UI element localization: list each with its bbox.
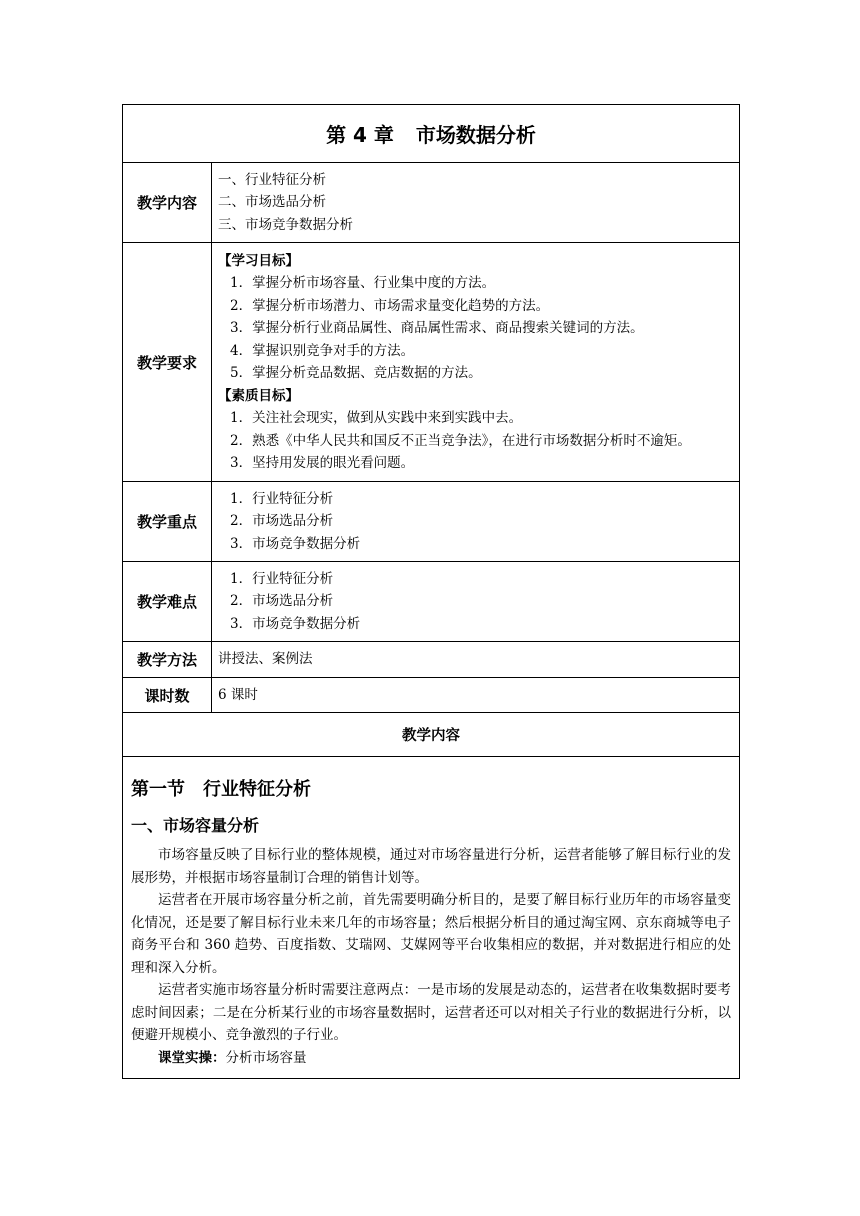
row-methods [123,642,740,678]
list-item: 4．掌握识别竞争对手的方法。 [230,342,415,359]
row-label: 教学内容 [123,163,212,243]
section-number: 第一节 [131,779,185,800]
row-label: 教学难点 [123,562,212,642]
list-item: 二、市场选品分析 [218,194,326,211]
row-value [212,243,740,482]
row-value [212,163,740,243]
list-item: 5．掌握分析竞品数据、竞店数据的方法。 [230,365,482,381]
list-item: 2．市场选品分析 [230,513,334,530]
lesson-plan-table [122,104,740,1079]
row-label: 教学要求 [123,243,212,482]
row-hours [123,678,740,713]
section-title [131,775,731,801]
row-teaching-content [123,163,740,243]
row-label: 教学重点 [123,482,212,562]
section-name: 行业特征分析 [203,779,311,800]
paragraph: 运营者在开展市场容量分析之前，首先需要明确分析目的，是要了解目标行业历年的市场容量变化情况，还是要了解目标行业未来几年的市场容量；然后根据分析目的通过淘宝网、京东商城等电子商务平台和 360 趋势、百度指数、艾瑞网、艾媒网等平台收集相应的数据，并对数据进行相应的处理和深入分析。 [131,892,731,976]
list-item: 三、市场竞争数据分析 [218,216,353,233]
paragraph: 运营者实施市场容量分析时需要注意两点：一是市场的发展是动态的，运营者在收集数据时要考虑时间因素；二是在分析某行业的市场容量数据时，运营者还可以对相关子行业的数据进行分析，以便避开规模小、竞争激烈的子行业。 [131,982,731,1043]
chapter-number: 第 4 章 [326,123,394,147]
row-value: 6 课时 [212,678,740,713]
list-item: 3．市场竞争数据分析 [230,615,361,632]
chapter-title [123,105,740,163]
row-value: 讲授法、案例法 [212,642,740,678]
list-item: 1．行业特征分析 [230,570,334,587]
list-item: 3．市场竞争数据分析 [230,535,361,552]
row-label: 教学方法 [123,642,212,678]
teaching-content-heading: 教学内容 [123,713,740,757]
practice-label: 课堂实操： [158,1049,226,1066]
subsection-title: 一、市场容量分析 [131,816,260,835]
learning-goals-heading: 【学习目标】 [218,252,299,269]
row-label: 课时数 [123,678,212,713]
practice-line [131,1047,731,1070]
list-item: 2．熟悉《中华人民共和国反不正当竞争法》，在进行市场数据分析时不逾矩。 [230,432,691,449]
row-value [212,482,740,562]
row-key-points [123,482,740,562]
list-item: 1．掌握分析市场容量、行业集中度的方法。 [230,275,496,291]
practice-text: 分析市场容量 [225,1049,307,1066]
list-item: 2．掌握分析市场潜力、市场需求量变化趋势的方法。 [230,297,550,314]
row-teaching-requirements [123,243,740,482]
list-item: 一、行业特征分析 [218,171,326,188]
list-item: 2．市场选品分析 [230,593,334,610]
chapter-name: 市场数据分析 [415,123,536,147]
list-item: 1．关注社会现实，做到从实践中来到实践中去。 [230,410,523,426]
list-item: 3．坚持用发展的眼光看问题。 [230,455,415,471]
section-body [123,757,740,1079]
row-value [212,562,740,642]
row-difficulties [123,562,740,642]
quality-goals-heading: 【素质目标】 [218,387,299,404]
list-item: 3．掌握分析行业商品属性、商品属性需求、商品搜索关键词的方法。 [230,320,644,336]
paragraph: 市场容量反映了目标行业的整体规模，通过对市场容量进行分析，运营者能够了解目标行业的发展形势，并根据市场容量制订合理的销售计划等。 [131,847,731,886]
list-item: 1．行业特征分析 [230,490,334,507]
